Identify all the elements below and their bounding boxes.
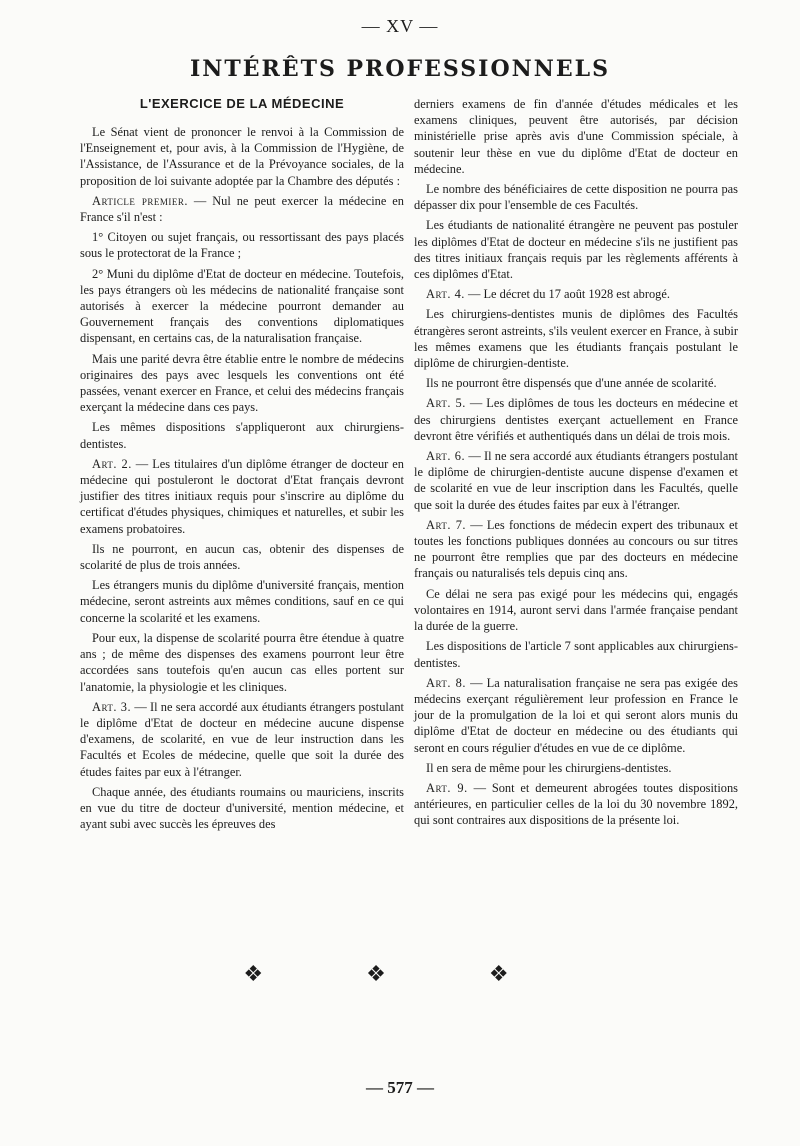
- paragraph: [80, 419, 404, 451]
- paragraph: [80, 699, 404, 780]
- paragraph-text: Le nombre des bénéficiaires de cette disposition ne pourra pas dépasser dix pour l'ensemble de ces Facultés.: [414, 182, 738, 213]
- article-label: Art. 3.: [92, 699, 132, 714]
- article-label: Art. 5.: [426, 396, 466, 411]
- right-paragraphs: [414, 96, 738, 829]
- paragraph: [414, 217, 738, 282]
- article-label: Art. 6.: [426, 449, 466, 464]
- article-label: Article premier.: [92, 193, 188, 208]
- paragraph-text: Les étrangers munis du diplôme d'université français, mention médecine, seront astreints aux mêmes conditions, sauf en ce qui concerne la scolarité et les examens.: [80, 578, 404, 625]
- paragraph: [414, 96, 738, 177]
- article-label: Art. 4.: [426, 287, 465, 302]
- paragraph: [414, 181, 738, 213]
- paragraph: [80, 577, 404, 626]
- paragraph: [414, 306, 738, 371]
- paragraph-text: Chaque année, des étudiants roumains ou mauriciens, inscrits en vue du titre de docteur d'université, mention médecine, et ayant subi avec succès les épreuves des: [80, 784, 404, 832]
- paragraph-text: derniers examens de fin d'année d'études médicales et les examens cliniques, peuvent être autorisés, par décision ministérielle prise après avis d'une Commission spéciale, à soutenir leur thèse en vue du diplôme d'Etat de docteur en médecine.: [414, 97, 738, 176]
- paragraph-text: Ils ne pourront, en aucun cas, obtenir des dispenses de scolarité de plus de trois années.: [80, 541, 404, 573]
- paragraph: [80, 266, 404, 347]
- paragraph-text: Le Sénat vient de prononcer le renvoi à la Commission de l'Enseignement et, pour avis, à la Commission de l'Hygiène, de l'Assistance, de l'Assurance et de la Prévoyance sociales, de la proposition de loi suivante adoptée par la Chambre des députés :: [80, 125, 404, 188]
- paragraph: [414, 675, 738, 756]
- paragraph-text: Les étudiants de nationalité étrangère ne peuvent pas postuler les diplômes d'Etat de docteur en médecine s'ils ne justifient pas des titres initiaux français requis par les règlements afférents à ces diplômes d'Etat.: [414, 218, 738, 282]
- paragraph: [80, 541, 404, 573]
- paragraph-text: Pour eux, la dispense de scolarité pourra être étendue à quatre ans ; de même des dispenses des examens pourront leur être accordées sans toutefois qu'en aucun cas elles portent sur l'anatomie, la physiologie et les cliniques.: [80, 630, 404, 694]
- paragraph-text: — Nul ne peut exercer la médecine en France s'il n'est :: [80, 193, 404, 225]
- page-title: INTÉRÊTS PROFESSIONNELS: [190, 56, 610, 82]
- paragraph-text: Il en sera de même pour les chirurgiens-dentistes.: [426, 760, 672, 775]
- paragraph-text: — Il ne sera accordé aux étudiants étrangers postulant le diplôme de chirurgien-dentiste aucune dispense d'examen et de scolarité en vue de leur inscription dans les Facultés, quelle que soit la durée des études faites par eux à l'étranger.: [414, 449, 738, 512]
- paragraph: [414, 395, 738, 444]
- paragraph: [414, 586, 738, 635]
- paragraph-text: — Les titulaires d'un diplôme étranger de docteur en médecine qui postuleront le doctorat d'Etat français devront justifier des titres initiaux requis pour s'inscrire au diplôme du certificat d'études physiques, chimiques et naturelles, et subir les examens probatoires.: [80, 456, 404, 536]
- paragraph-text: — La naturalisation française ne sera pas exigée des médecins exerçant régulièrement leur profession en France le jour de la promulgation de la loi et qui seront alors munis du diplôme d'Etat de docteur en médecine ou des étudiants qui seront en cours régulier d'études en vue de ce diplôme.: [414, 675, 738, 755]
- paragraph-text: Ils ne pourront être dispensés que d'une année de scolarité.: [426, 376, 717, 391]
- paragraph-text: Mais une parité devra être établie entre le nombre de médecins originaires des pays avec lesquels les conventions ont été passées, venant exercer en France, et celui des médecins français exerçant la médecine dans ces pays.: [80, 351, 404, 415]
- paragraph-text: — Les diplômes de tous les docteurs en médecine et des chirurgiens dentistes exerçant actuellement en France devront être vérifiés et authentiqués dans un délai de trois mois.: [414, 396, 738, 443]
- paragraph-text: — Sont et demeurent abrogées toutes dispositions antérieures, en particulier celles de la loi du 30 novembre 1892, qui sont contraires aux dispositions de la présente loi.: [414, 780, 739, 828]
- paragraph-text: — Les fonctions de médecin expert des tribunaux et toutes les fonctions publiques données au concours ou sur titres ne pourront être remplies que par des docteurs en médecine français ou naturalisés tels depuis cinq ans.: [414, 517, 738, 581]
- paragraph: [414, 780, 738, 829]
- paragraph: [80, 229, 404, 261]
- paragraph: [80, 193, 404, 225]
- paragraph: [80, 124, 404, 189]
- paragraph-text: — Il ne sera accordé aux étudiants étrangers postulant le diplôme d'Etat de docteur en médecine aucune dispense d'examens, de scolarité, en vue de leur instruction dans les Facultés et Ecoles de médecine, quelle que soit la durée des études faites par eux à l'étranger.: [80, 699, 404, 779]
- paragraph: [80, 351, 404, 416]
- article-label: Art. 8.: [426, 675, 466, 690]
- paragraph-text: Les chirurgiens-dentistes munis de diplômes des Facultés étrangères seront astreints, s'ils veulent exercer en France, à subir les mêmes examens que les étudiants français postulant le diplôme de chirurgien-dentiste.: [414, 307, 738, 371]
- right-column: [414, 96, 738, 833]
- page-header-number: — XV —: [361, 16, 439, 36]
- paragraph: [414, 760, 738, 776]
- paragraph-text: — Le décret du 17 août 1928 est abrogé.: [464, 287, 670, 302]
- paragraph: [80, 784, 404, 833]
- paragraph: [80, 456, 404, 537]
- article-label: Art. 7.: [426, 517, 467, 532]
- paragraph: [414, 448, 738, 513]
- article-label: Art. 9.: [426, 780, 468, 795]
- ornament-dividers: ❖ ❖ ❖: [243, 962, 557, 987]
- section-title: L'EXERCICE DE LA MÉDECINE: [139, 96, 345, 111]
- article-label: Art. 2.: [92, 456, 132, 471]
- left-column: [80, 96, 404, 836]
- paragraph: [414, 286, 738, 302]
- paragraph: [414, 638, 738, 670]
- page-footer-number: — 577 —: [366, 1078, 434, 1097]
- paragraph-text: Ce délai ne sera pas exigé pour les médecins qui, engagés volontaires en 1914, auront servi dans l'armée française pendant la durée de la guerre.: [414, 586, 738, 634]
- paragraph-text: 1° Citoyen ou sujet français, ou ressortissant des pays placés sous le protectorat de la France ;: [80, 230, 404, 261]
- paragraph-text: 2° Muni du diplôme d'Etat de docteur en médecine. Toutefois, les pays étrangers où les médecins de nationalité française sont autorisés à exercer la médecine pourront demander au Gouvernement français des conventions diplomatiques dispensant, en certains cas, de la naturalisation française.: [80, 266, 404, 346]
- left-paragraphs: [80, 124, 404, 832]
- paragraph: [80, 630, 404, 695]
- paragraph-text: Les mêmes dispositions s'appliqueront aux chirurgiens-dentistes.: [80, 420, 404, 451]
- paragraph-text: Les dispositions de l'article 7 sont applicables aux chirurgiens-dentistes.: [414, 639, 738, 670]
- paragraph: [414, 517, 738, 582]
- paragraph: [414, 375, 738, 391]
